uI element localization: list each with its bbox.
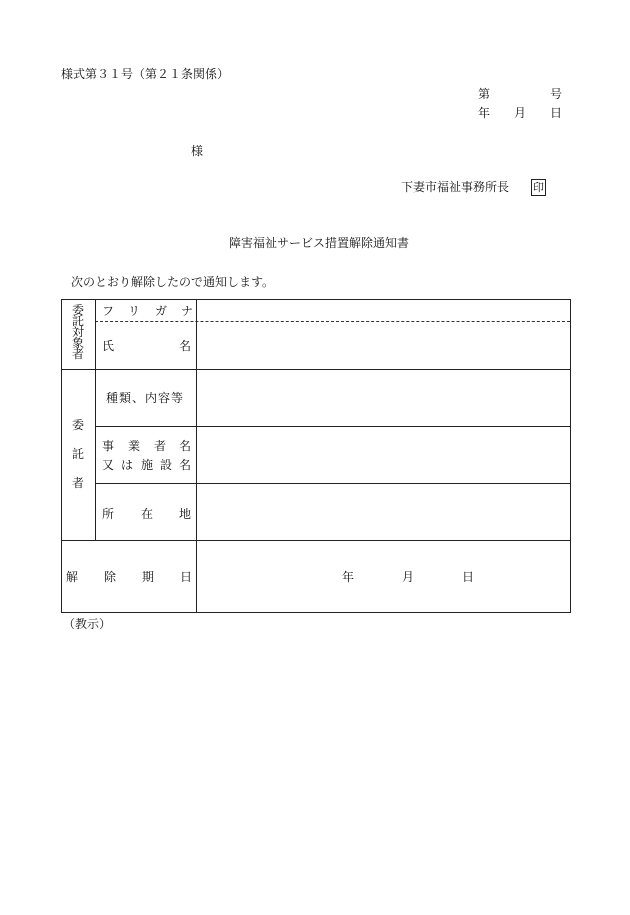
doc-number-go: 号 <box>550 87 563 101</box>
doc-number-dai: 第 <box>478 87 491 101</box>
date-month: 月 <box>514 106 527 120</box>
consignee-label: 委 託 者 <box>71 418 84 490</box>
notice-table: 委 託 対 象 者 フ リ ガ ナ 氏 名 委 託 者 種類、内容等 事 業 者 名 又 は 施 設 名 所 在 地 解 除 期 日 年 月 日 <box>61 299 571 613</box>
furigana-char-4: ナ <box>181 304 194 318</box>
form-number: 様式第３１号（第２１条関係） <box>61 67 230 81</box>
intro-text: 次のとおり解除したので通知します。 <box>71 275 275 289</box>
instruction-label: （教示） <box>63 617 112 631</box>
name-label-1: 氏 <box>102 339 115 353</box>
furigana-label: フ <box>102 304 115 318</box>
release-date-year: 年 <box>342 570 355 584</box>
type-content-label: 種類、内容等 <box>106 391 185 405</box>
release-date-day: 日 <box>462 570 475 584</box>
date-year: 年 <box>478 106 491 120</box>
name-label-2: 名 <box>179 339 192 353</box>
document-title: 障害福祉サービス措置解除通知書 <box>229 236 410 250</box>
furigana-char-3: ガ <box>155 304 168 318</box>
furigana-char-2: リ <box>128 304 141 318</box>
addressee-suffix: 様 <box>191 144 204 158</box>
date-day: 日 <box>550 106 563 120</box>
sender: 下妻市福祉事務所長 <box>401 180 510 194</box>
target-person-label: 委 託 対 象 者 <box>71 303 84 361</box>
release-date-month: 月 <box>402 570 415 584</box>
seal-mark: 印 <box>533 181 544 194</box>
